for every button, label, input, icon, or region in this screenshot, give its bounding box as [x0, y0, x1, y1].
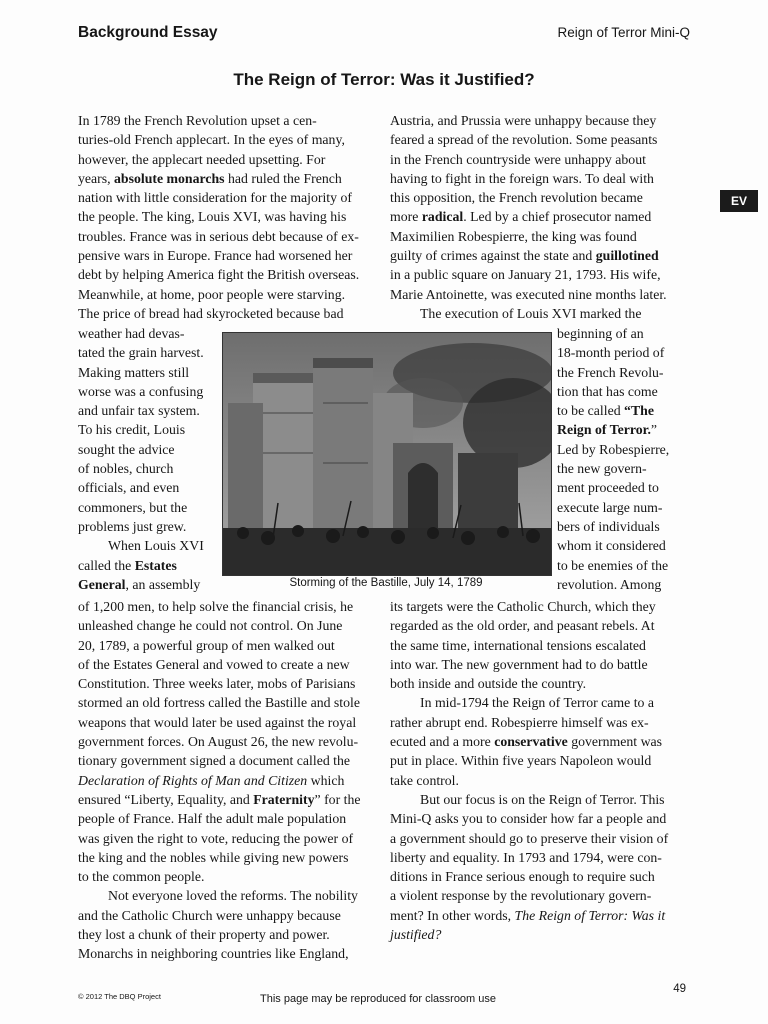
text-line: In mid-1794 the Reign of Terror came to a [420, 695, 655, 711]
text-line: revolution. Among [557, 576, 662, 592]
text-line: both inside and outside the country. [390, 676, 587, 692]
text-line: But our focus is on the Reign of Terror. This [420, 791, 665, 807]
text-line: Reign of Terror.” [557, 422, 658, 438]
text-line: weather had devas- [78, 326, 185, 341]
text-line: more radical. Led by a chief prosecutor named [390, 209, 652, 225]
text-line: General, an assembly [78, 576, 201, 592]
column-1-bottom [78, 597, 378, 964]
text-line: liberty and equality. In 1793 and 1794, were con- [390, 849, 662, 865]
text-line: years, absolute monarchs had ruled the French [78, 170, 342, 186]
text-line: people of France. Half the adult male population [78, 811, 347, 827]
text-line: of nobles, church [78, 461, 174, 477]
text-line: having to fight in the foreign wars. To deal with [390, 170, 654, 186]
text-line: nation with little consideration for the majority of [78, 190, 352, 206]
text-line: ditions in France serious enough to require such [390, 869, 655, 885]
text-line: Led by Robespierre, [557, 441, 670, 457]
text-line: to be enemies of the [557, 557, 669, 573]
text-line: In 1789 the French Revolution upset a cen- [78, 113, 317, 128]
bastille-illustration [222, 332, 552, 576]
text-line: weapons that would later be used against the royal [78, 714, 357, 730]
text-line: in the French countryside were unhappy about [390, 151, 646, 167]
text-line: ment? In other words, The Reign of Terror: Was it [390, 907, 666, 923]
text-line: of 1,200 men, to help solve the financial crisis, he [78, 599, 354, 614]
text-line: debt by helping America fight the British overseas. [78, 267, 360, 283]
text-line: sought the advice [78, 441, 175, 457]
text-line: ment proceeded to [557, 480, 659, 496]
text-line: The price of bread had skyrocketed because bad [78, 305, 344, 321]
text-line: 18-month period of [557, 345, 665, 361]
text-line: Meanwhile, at home, poor people were starving. [78, 286, 346, 302]
text-line: the people. The king, Louis XVI, was having his [78, 209, 347, 225]
text-line: rather abrupt end. Robespierre himself was ex- [390, 714, 649, 730]
page-number: 49 [673, 983, 686, 995]
text-line: Not everyone loved the reforms. The nobility [108, 888, 358, 904]
text-line: The execution of Louis XVI marked the [420, 305, 642, 321]
column-2-bottom [390, 597, 686, 944]
text-line: officials, and even [78, 480, 180, 496]
text-line: execute large num- [557, 499, 663, 515]
text-line: problems just grew. [78, 518, 187, 534]
text-line: troubles. France was in serious debt because of ex- [78, 228, 359, 244]
text-line: the king and the nobles while giving new powers [78, 849, 349, 865]
text-line: Mini-Q asks you to consider how far a people and [390, 811, 667, 827]
text-line: and unfair tax system. [78, 403, 200, 419]
text-line: regarded as the old order, and peasant rebels. At [390, 618, 655, 634]
text-line: Austria, and Prussia were unhappy because they [390, 113, 657, 128]
text-line: the French Revolu- [557, 364, 664, 380]
text-line: government forces. On August 26, the new revolu- [78, 734, 359, 750]
text-line: unleashed change he could not control. On June [78, 618, 343, 634]
text-line: Constitution. Three weeks later, mobs of Parisians [78, 676, 356, 692]
text-line: this opposition, the French revolution became [390, 190, 643, 206]
text-line: feared a spread of the revolution. Some peasants [390, 132, 658, 148]
text-line: commoners, but the [78, 499, 188, 515]
text-line: to the common people. [78, 869, 205, 885]
text-line: the same time, international tensions escalated [390, 637, 646, 653]
section-label: Background Essay [78, 24, 218, 41]
text-line: tionary government signed a document called the [78, 753, 351, 769]
text-line: take control. [390, 772, 459, 788]
text-line: and the Catholic Church were unhappy because [78, 907, 341, 923]
text-line: into war. The new government had to do battle [390, 656, 648, 672]
text-line: Declaration of Rights of Man and Citizen which [78, 772, 345, 788]
column-2-top [390, 111, 686, 323]
text-line: Monarchs in neighboring countries like England, [78, 946, 349, 962]
text-line: of the Estates General and vowed to create a new [78, 656, 350, 672]
text-line: pensive wars in Europe. France had worsened her [78, 248, 353, 264]
text-line: worse was a confusing [78, 383, 204, 399]
text-line: its targets were the Catholic Church, which they [390, 599, 656, 614]
image-caption: Storming of the Bastille, July 14, 1789 [289, 577, 483, 589]
text-line: Maximilien Robespierre, the king was found [390, 228, 637, 244]
column-2-wrap [557, 324, 687, 594]
text-line: however, the applecart needed upsetting. For [78, 151, 326, 167]
column-1-wrap [78, 324, 218, 594]
text-line: bers of individuals [557, 518, 660, 534]
text-line: a violent response by the revolutionary govern- [390, 888, 652, 904]
text-line: 20, 1789, a powerful group of men walked out [78, 637, 335, 653]
text-line: guilty of crimes against the state and guillotined [390, 248, 659, 264]
copyright: © 2012 The DBQ Project [78, 992, 161, 1001]
page-title: The Reign of Terror: Was it Justified? [233, 70, 535, 89]
text-line: called the Estates [78, 557, 177, 573]
text-line: Marie Antoinette, was executed nine months later. [390, 286, 667, 302]
text-line: to be called “The [557, 403, 654, 419]
text-line: they lost a chunk of their property and power. [78, 927, 330, 943]
text-line: put in place. Within five years Napoleon would [390, 753, 652, 769]
text-line: in a public square on January 21, 1793. His wife, [390, 267, 661, 283]
text-line: When Louis XVI [108, 538, 204, 554]
text-line: tated the grain harvest. [78, 345, 204, 361]
bastille-engraving-image [223, 333, 551, 575]
text-line: ecuted and a more conservative government was [390, 734, 663, 750]
text-line: justified? [390, 927, 442, 943]
text-line: whom it considered [557, 538, 666, 554]
column-1-top [78, 111, 378, 323]
text-line: tion that has come [557, 383, 658, 399]
text-line: stormed an old fortress called the Bastille and stole [78, 695, 360, 711]
text-line: Making matters still [78, 364, 190, 380]
text-line: beginning of an [557, 326, 644, 341]
text-line: To his credit, Louis [78, 422, 186, 438]
reproduction-notice: This page may be reproduced for classroom use [260, 993, 497, 1005]
text-line: ensured “Liberty, Equality, and Fraternity” for the [78, 791, 361, 807]
series-label: Reign of Terror Mini-Q [557, 25, 690, 40]
ev-tab: EV [720, 190, 758, 212]
text-line: a government should go to preserve their vision of [390, 830, 669, 846]
text-line: was given the right to vote, reducing the power of [78, 830, 354, 846]
text-line: turies-old French applecart. In the eyes of many, [78, 132, 345, 148]
text-line: the new govern- [557, 461, 647, 477]
